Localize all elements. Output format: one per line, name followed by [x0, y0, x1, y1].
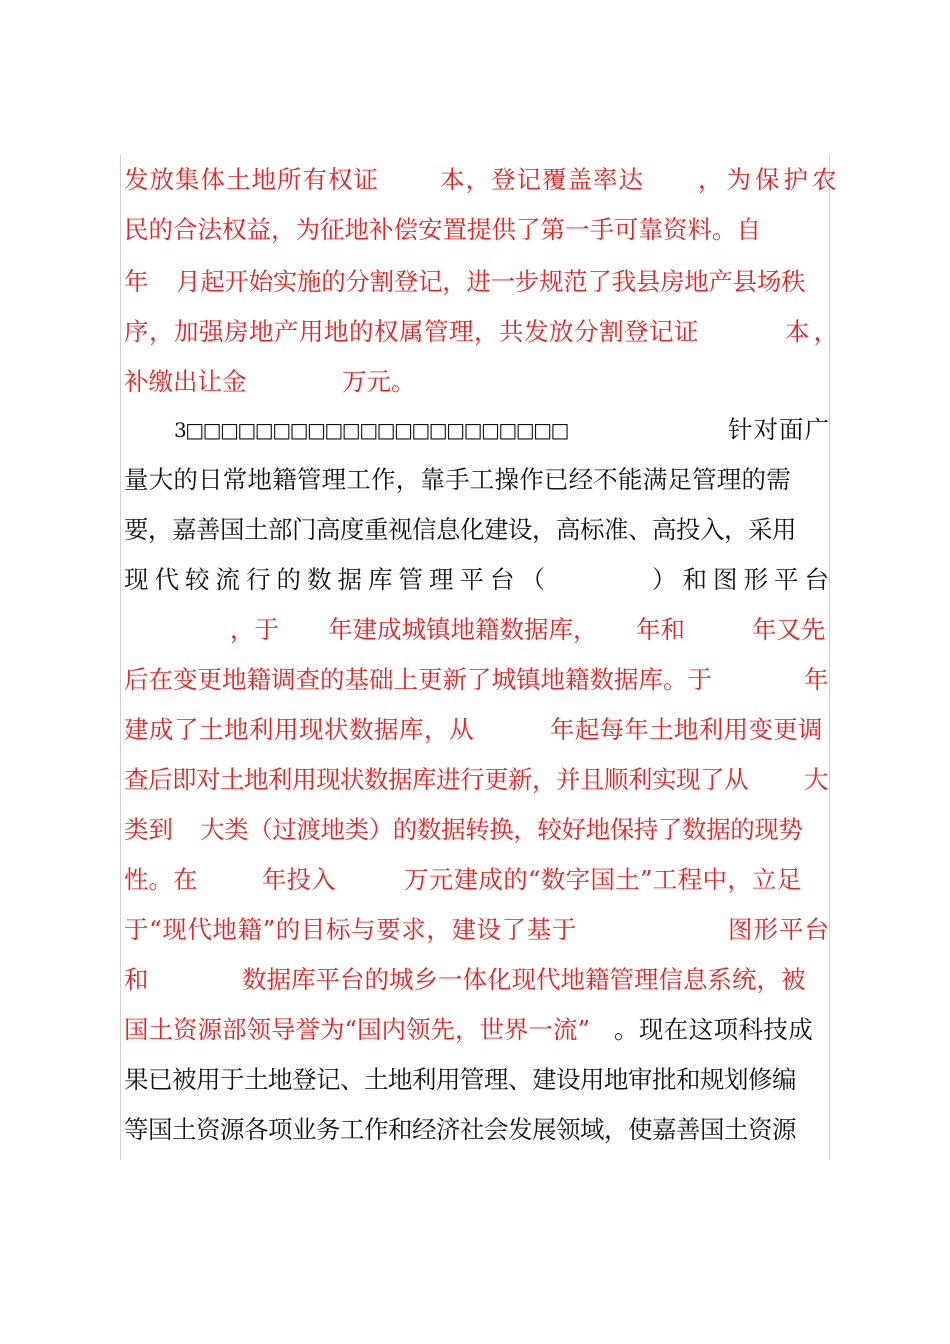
- text-segment: 发放集体土地所有权证: [124, 165, 379, 194]
- text-segment: 要，嘉善国土部门高度重视信息化建设，高标准、高投入，采用: [124, 515, 796, 544]
- text-segment: 万元建成的“数字国土”工程中，立足: [404, 865, 802, 894]
- text-segment: 类到: [124, 815, 173, 844]
- text-segment: ，于: [230, 615, 279, 644]
- text-segment: 于“现代地籍”的目标与要求，建设了基于: [124, 915, 577, 944]
- left-margin-rule: [120, 155, 121, 1160]
- text-segment: 现代较流行的数据库管理平台（: [124, 565, 551, 594]
- text-segment: 万元。: [342, 367, 416, 396]
- text-segment: 查后即对土地利用现状数据库进行更新，并且顺利实现了从: [124, 765, 748, 794]
- text-segment: 年投入: [262, 865, 336, 894]
- text-segment: 年建成城镇地籍数据库，: [328, 615, 598, 644]
- text-segment: 建成了土地利用现状数据库，从: [124, 715, 474, 744]
- text-segment: 后在变更地籍调查的基础上更新了城镇地籍数据库。于: [124, 665, 712, 694]
- text-segment: ）和图形平台: [652, 565, 835, 594]
- text-segment: 针对面广: [728, 415, 830, 444]
- text-segment: 。现在这项科技成: [614, 1015, 814, 1044]
- right-margin-rule: [829, 155, 830, 1160]
- text-segment: 年和: [636, 615, 685, 644]
- text-segment: 年又先: [752, 615, 826, 644]
- text-segment: 数据库平台的城乡一体化现代地籍管理信息系统，被: [242, 965, 806, 994]
- text-segment: 等国土资源各项业务工作和经济社会发展领域，使嘉善国土资源: [124, 1115, 796, 1144]
- text-segment: 本，: [785, 317, 842, 346]
- text-segment: 和: [124, 965, 149, 994]
- text-segment: 大类（过渡地类）的数据转换，较好地保持了数据的现势: [200, 815, 803, 844]
- text-segment: 果已被用于土地登记、土地利用管理、建设用地审批和规划修编: [124, 1065, 796, 1094]
- text-segment: 补缴出让金: [124, 367, 247, 396]
- text-segment: 年: [124, 267, 149, 296]
- text-segment: 民的合法权益，为征地补偿安置提供了第一手可靠资料。自: [124, 215, 761, 244]
- section-heading-garbled: 3□□□□□□□□□□□□□□□□□□□□□□: [174, 418, 568, 442]
- text-segment: ，为保护农: [698, 165, 841, 194]
- text-segment: 大: [804, 765, 829, 794]
- text-segment: 年起每年土地利用变更调: [550, 715, 823, 744]
- text-segment: 性。在: [124, 865, 198, 894]
- text-segment: 序，加强房地产用地的权属管理，共发放分割登记证: [124, 317, 699, 346]
- text-segment: 本，登记覆盖率达: [440, 165, 644, 194]
- text-segment: 量大的日常地籍管理工作，靠手工操作已经不能满足管理的需: [124, 465, 791, 494]
- text-segment: 月起开始实施的分割登记，进一步规范了我县房地产县场秩: [176, 267, 806, 296]
- text-segment: 图形平台: [728, 915, 830, 944]
- text-segment: 国土资源部领导誉为“国内领先，世界一流”: [124, 1015, 591, 1044]
- text-segment: 年: [804, 665, 829, 694]
